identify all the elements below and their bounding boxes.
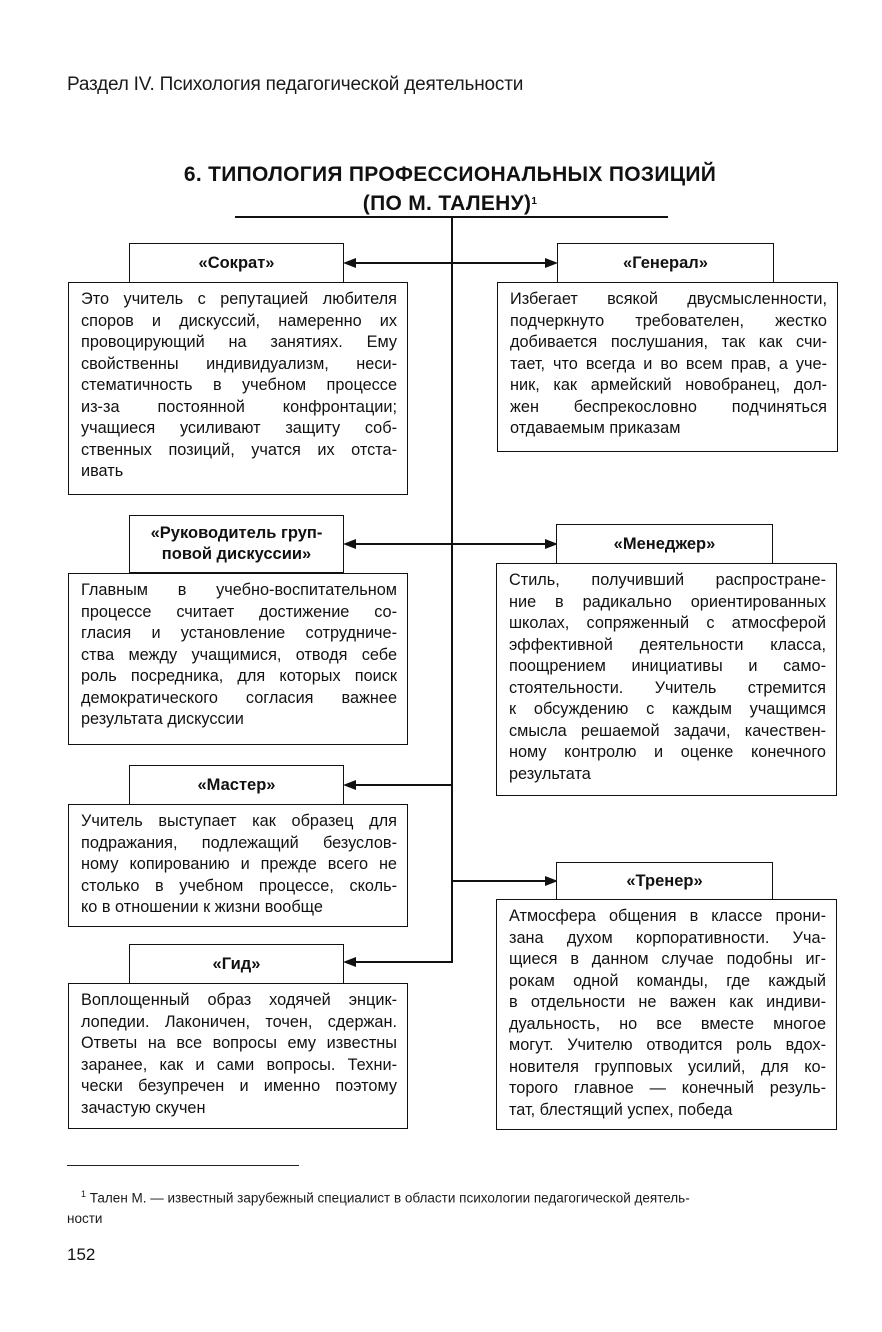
arrow-left-icon xyxy=(343,539,356,549)
position-desc-guide: Воплощенный образ ходячей энцик- лопедии. Лаконичен, точен, сдержан. Ответы на все вопросы ему известны заранее, как и сами вопросы. Техни- чески безупречен и именно поэтому зачастую скучен xyxy=(68,983,408,1129)
position-desc-socrates: Это учитель с репутацией любителя споров и дискуссий, намеренно их провоцирующий на занятиях. Ему свойственны индивидуализм, неси- стематичность в учебном процессе из-за постоянной конфронтации; учащиеся усиливают защиту соб- ственных позиций, учатся их отста- ивать xyxy=(68,282,408,495)
arrow-left-icon xyxy=(343,258,356,268)
connector-master xyxy=(352,784,452,786)
position-label-manager: «Менеджер» xyxy=(556,524,773,564)
diagram-title xyxy=(150,160,750,218)
arrow-left-icon xyxy=(343,780,356,790)
footnote-mark: 1 xyxy=(531,196,538,207)
position-desc-master: Учитель выступает как образец для подражания, подлежащий безуслов- ному копированию и прежде всего не столько в учебном процессе, сколь- ко в отношении к жизни вообще xyxy=(68,804,408,927)
running-head: Раздел IV. Психология педагогической деятельности xyxy=(67,74,524,95)
connector-row1 xyxy=(352,262,547,264)
trunk-line xyxy=(451,217,453,962)
title-line-2: (ПО М. ТАЛЕНУ)$^1$ xyxy=(362,192,538,215)
page-number: 152 xyxy=(67,1245,96,1264)
footnote: $^1$ Тален М. — известный зарубежный специалист в области психологии педагогической деятель- ности xyxy=(67,1189,690,1226)
position-label-master: «Мастер» xyxy=(129,765,344,805)
position-desc-manager: Стиль, получивший распростране- ние в радикально ориентированных школах, сопряженный с атмосферой эффективной деятельности класса, поощрением инициативы и само- стоятельности. Учитель стремится к обсуждению с каждым учащимся смысла решаемой задачи, качествен- ному контролю и оценке конечного результата xyxy=(496,563,837,796)
position-label-general: «Генерал» xyxy=(557,243,774,283)
connector-guide xyxy=(352,961,453,963)
position-label-socrates: «Сократ» xyxy=(129,243,344,283)
position-label-guide: «Гид» xyxy=(129,944,344,984)
position-label-trainer: «Тренер» xyxy=(556,862,773,900)
position-desc-discussion-leader: Главным в учебно-воспитательном процессе считает достижение со- гласия и установление сотрудниче- ства между учащимися, отводя себе роль посредника, для которых поиск демократического согласия важнее результата дискуссии xyxy=(68,573,408,745)
position-label-discussion-leader: «Руководитель груп- повой дискуссии» xyxy=(129,515,344,573)
title-line-1: 6. ТИПОЛОГИЯ ПРОФЕССИОНАЛЬНЫХ ПОЗИЦИЙ xyxy=(183,163,717,186)
arrow-left-icon xyxy=(343,957,356,967)
connector-trainer xyxy=(452,880,547,882)
connector-row2 xyxy=(352,543,547,545)
position-desc-trainer: Атмосфера общения в классе прони- зана духом корпоративности. Уча- щиеся в данном случае подобны иг- рокам одной команды, где каждый в отдельности не важен как индиви- дуальность, но все вместе многое могут. Учителю отводится роль вдох- новителя групповых усилий, для ко- торого главное — конечный резуль- тат, блестящий успех, победа xyxy=(496,899,837,1130)
footnote-mark: 1 xyxy=(81,1189,87,1199)
position-desc-general: Избегает всякой двусмысленности, подчеркнуто требователен, жестко добивается послушания, так как счи- тает, что всегда и во всем прав, а уче- ник, как армейский новобранец, дол- жен беспрекословно подчиняться отдаваемым приказам xyxy=(497,282,838,452)
footnote-rule xyxy=(67,1165,299,1166)
